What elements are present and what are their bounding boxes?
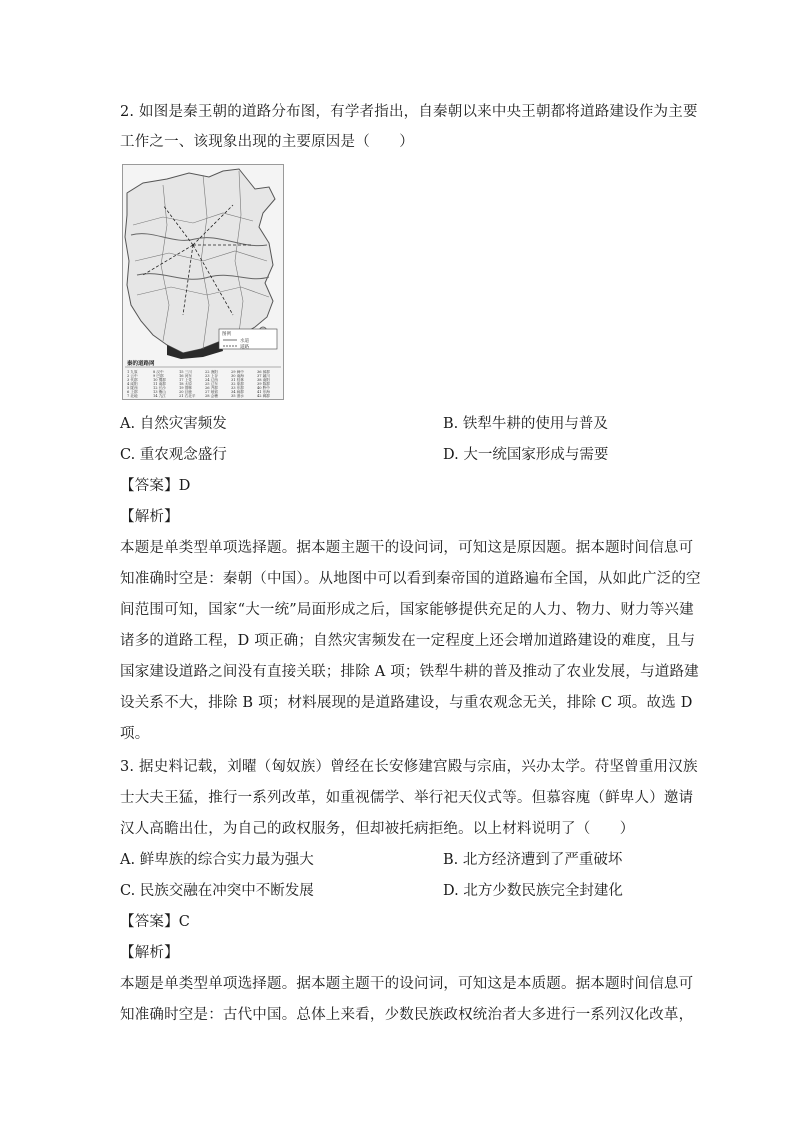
- map-index-entry: 25 辽东: [205, 382, 218, 386]
- map-index-entry: 1 九原: [127, 370, 138, 374]
- map-index-entry: 30 南海: [231, 374, 244, 378]
- q3-stem-line: 士大夫王猛，推行一系列改革，如重视儒学、举行祀天仪式等。但慕容廆（鲜卑人）邀请: [120, 790, 694, 806]
- map-index-entry: 37 颍川: [257, 374, 270, 378]
- q3-option-a[interactable]: A. 鲜卑族的综合实力最为强大: [120, 852, 314, 868]
- q3-answer: 【答案】C: [120, 914, 191, 930]
- q2-stem-line1: 2. 如图是秦王朝的道路分布图，有学者指出，自秦朝以来中央王朝都将道路建设作为主要: [120, 104, 698, 120]
- map-index-entry: 8 汉中: [153, 370, 164, 374]
- map-index-entry: 39 陈郡: [257, 382, 270, 386]
- q2-option-b[interactable]: B. 铁犁牛耕的使用与普及: [443, 416, 608, 432]
- map-index-entry: 12 长沙: [153, 386, 166, 390]
- q2-analysis-line: 项。: [120, 726, 150, 742]
- map-index-entry: 14 九江: [153, 394, 166, 398]
- map-caption: 秦的道路网: [127, 361, 155, 367]
- q3-option-c[interactable]: C. 民族交融在冲突中不断发展: [120, 883, 314, 899]
- q3-option-d[interactable]: D. 北方少数民族完全封建化: [443, 883, 623, 899]
- map-drawing: [123, 165, 283, 399]
- qin-road-map: [122, 164, 284, 400]
- map-index-entry: 23 上谷: [205, 374, 218, 378]
- q2-analysis-title: 【解析】: [120, 509, 179, 525]
- q2-option-d[interactable]: D. 大一统国家形成与需要: [443, 447, 609, 463]
- map-index-entry: 31 桂林: [231, 378, 244, 382]
- map-land: [125, 169, 275, 353]
- map-index-entry: 41 东海: [257, 390, 270, 394]
- map-index-entry: 15 三川: [179, 370, 192, 374]
- map-index-entry: 40 黔中: [257, 386, 270, 390]
- map-index-entry: 24 辽西: [205, 378, 218, 382]
- map-index-entry: 7 北地: [127, 394, 138, 398]
- q3-analysis-title: 【解析】: [120, 945, 179, 961]
- map-index-entry: 36 薛郡: [257, 370, 270, 374]
- q2-analysis-line: 本题是单类型单项选择题。据本题主题干的设问词，可知这是原因题。据本题时间信息可: [120, 540, 694, 556]
- q2-answer: 【答案】D: [120, 478, 191, 494]
- q2-option-c[interactable]: C. 重农观念盛行: [120, 447, 227, 463]
- map-index-entry: 38 南阳: [257, 378, 270, 382]
- map-index-entry: 22 渔阳: [205, 370, 218, 374]
- map-index-entry: 20 巨鹿: [179, 390, 192, 394]
- q3-stem-line: 3. 据史料记载，刘曜（匈奴族）曾经在长安修建宫殿与宗庙，兴办太学。苻坚曾重用汉族: [120, 759, 698, 775]
- map-index-entry: 34 砀郡: [231, 390, 244, 394]
- q2-analysis-line: 知准确时空是：秦朝（中国）。从地图中可以看到秦帝国的道路遍布全国，从如此广泛的空: [120, 571, 701, 587]
- map-index-entry: 3 代郡: [127, 378, 138, 382]
- map-index-entry: 11 南郡: [153, 382, 166, 386]
- q2-analysis-line: 诸多的道路工程，D 项正确；自然灾害频发在一定程度上还会增加道路建设的难度，且与: [120, 633, 696, 649]
- q2-stem-line2: 工作之一、该现象出现的主要原因是（ ）: [120, 134, 414, 150]
- map-index-entry: 42 鄣郡: [257, 394, 270, 398]
- q2-analysis-line: 设关系不大，排除 B 项；材料展现的是道路建设，与重农观念无关，排除 C 项。故选 D: [120, 695, 693, 711]
- map-index-table: [127, 369, 270, 398]
- q3-stem-line: 汉人高瞻出仕，为自己的政权服务，但却被托病拒绝。以上材料说明了（ ）: [120, 821, 635, 837]
- legend-row1: 水道: [240, 339, 249, 344]
- map-index-entry: 35 泗水: [231, 394, 244, 398]
- map-index-entry: 16 河东: [179, 374, 192, 378]
- q2-option-a[interactable]: A. 自然灾害频发: [120, 416, 227, 432]
- map-index-entry: 5 陇西: [127, 386, 138, 390]
- map-index-entry: 28 会稽: [205, 394, 218, 398]
- map-index-entry: 32 象郡: [231, 382, 244, 386]
- map-index-entry: 4 咸阳: [127, 382, 138, 386]
- q3-option-b[interactable]: B. 北方经济遭到了严重破坏: [443, 852, 623, 868]
- map-index-entry: 9 巴郡: [153, 374, 164, 378]
- map-index-entry: 17 上党: [179, 378, 192, 382]
- map-index-entry: 6 上郡: [127, 390, 138, 394]
- map-index-entry: 33 东郡: [231, 386, 244, 390]
- map-index-entry: 26 齐郡: [205, 386, 218, 390]
- legend-title: 图例: [222, 332, 231, 337]
- q3-analysis-line: 本题是单类型单项选择题。据本题主题干的设问词，可知这是本质题。据本题时间信息可: [120, 976, 694, 992]
- map-index-entry: 18 太原: [179, 382, 192, 386]
- q2-analysis-line: 间范围可知，国家“大一统”局面形成之后，国家能够提供充足的人力、物力、财力等兴建: [120, 602, 694, 618]
- map-index-entry: 13 衡山: [153, 390, 166, 394]
- map-index-entry: 29 闽中: [231, 370, 244, 374]
- q3-analysis-line: 知准确时空是：古代中国。总体上来看，少数民族政权统治者大多进行一系列汉化改革，: [120, 1007, 694, 1023]
- legend-row2: 道路: [240, 345, 249, 350]
- map-index-entry: 10 蜀郡: [153, 378, 166, 382]
- map-index-entry: 27 琅邪: [205, 390, 218, 394]
- map-index-entry: 2 云中: [127, 374, 138, 378]
- map-index-entry: 21 右北平: [179, 394, 196, 398]
- q2-analysis-line: 国家建设道路之间没有直接关联；排除 A 项；铁犁牛耕的普及推动了农业发展，与道路建: [120, 664, 699, 680]
- map-index-entry: 19 邯郸: [179, 386, 192, 390]
